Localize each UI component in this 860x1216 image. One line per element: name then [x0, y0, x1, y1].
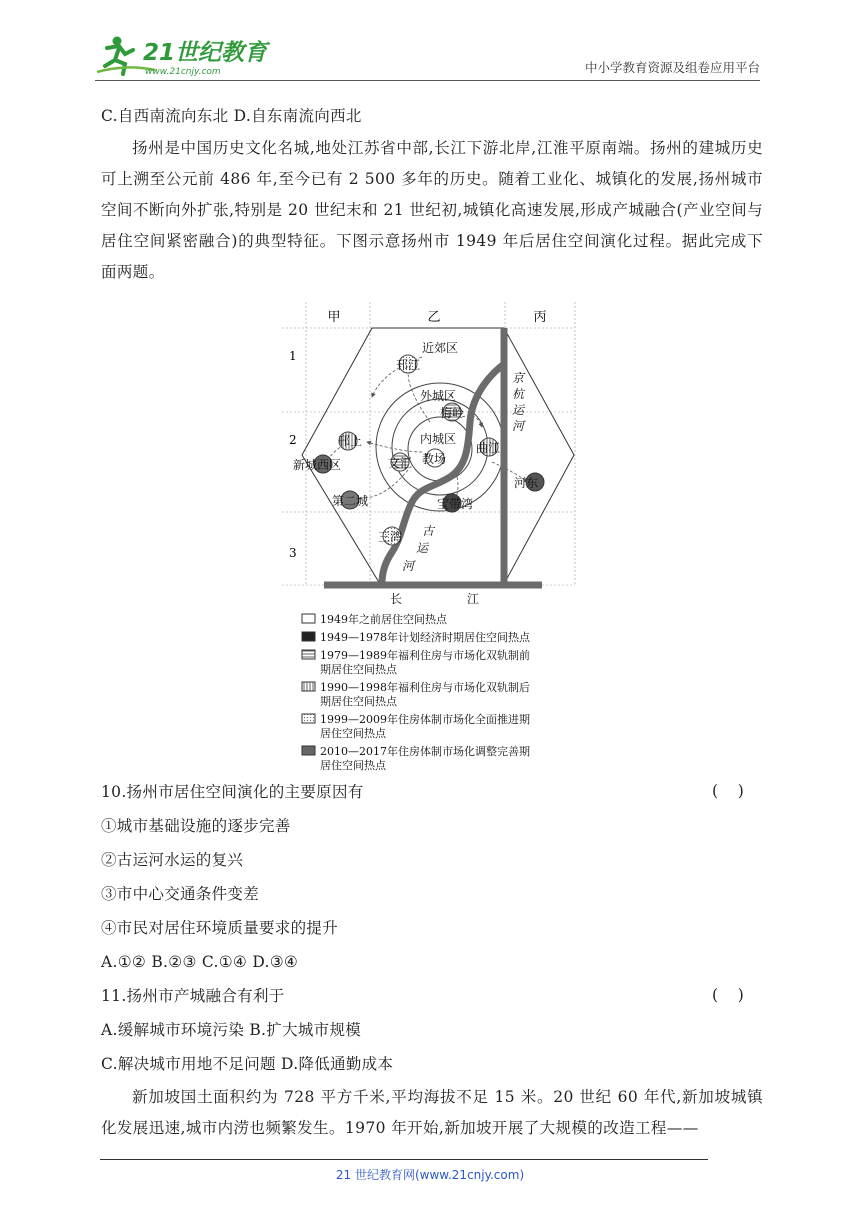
q10-item-1: ①城市基础设施的逐步完善: [101, 817, 291, 835]
place-jiaochang: 教场: [422, 452, 447, 466]
legend-swatch-1979-1989: [302, 650, 315, 659]
legend-swatch-1999-2009: [302, 714, 315, 723]
svg-text:期居住空间热点: 期居住空间热点: [320, 663, 397, 676]
place-wenhui: 文汇: [388, 456, 413, 470]
legend-item-1999-2009: 1999—2009年住房体制市场化全面推进期: [320, 713, 530, 726]
q10-item-4: ④市民对居住环境质量要求的提升: [101, 919, 339, 937]
yangtze-river-label: [390, 592, 479, 606]
legend-item-2010-2017: 2010—2017年住房体制市场化调整完善期: [320, 745, 530, 758]
place-hanjiang: 邗江: [396, 358, 421, 372]
svg-text:京: 京: [512, 371, 525, 385]
row-label-1: 1: [289, 349, 297, 363]
column-label-yi: 乙: [427, 310, 441, 325]
q11-answer-blank[interactable]: ( ): [712, 986, 744, 1004]
q11-stem: 11.扬州市产城融合有利于: [101, 987, 285, 1005]
zone-label-outer-city: 外城区: [420, 389, 457, 403]
zone-label-inner-city: 内城区: [420, 432, 457, 446]
svg-text:运: 运: [512, 403, 525, 417]
row-label-3: 3: [289, 546, 297, 560]
footer-divider: [100, 1159, 708, 1160]
place-sanwan: 三湾: [378, 530, 403, 544]
ancient-canal-label: [402, 524, 436, 573]
place-qujiang: 曲江: [476, 441, 501, 455]
svg-text:运: 运: [416, 541, 429, 555]
logo-url: www.21cnjy.com: [145, 67, 221, 77]
map-legend: [302, 612, 531, 772]
svg-text:长: 长: [390, 592, 403, 606]
q10-options: A.①② B.②③ C.①④ D.③④: [101, 953, 299, 971]
q10-stem: 10.扬州市居住空间演化的主要原因有: [101, 783, 364, 801]
footer-site-link[interactable]: 21 世纪教育网(www.21cnjy.com): [335, 1168, 525, 1182]
svg-text:古: 古: [422, 524, 435, 538]
legend-swatch-1990-1998: [302, 682, 315, 691]
header-divider: [95, 80, 760, 81]
column-label-bing: 丙: [533, 310, 547, 325]
prev-question-options: C.自西南流向东北 D.自东南流向西北: [101, 107, 362, 125]
q11-options-row1: A.缓解城市环境污染 B.扩大城市规模: [101, 1021, 362, 1039]
column-label-jia: 甲: [327, 310, 341, 325]
passage-yangzhou: 扬州是中国历史文化名城,地处江苏省中部,长江下游北岸,江淮平原南端。扬州的建城历史可上溯至公元前 486 年,至今已有 2 500 多年的历史。随着工业化、城镇化的发展,扬州城市空间不断向外扩张,特别是 20 世纪末和 21 世纪初,城镇化高速发展,形成产城融合(产业空间与居住空间紧密融合)的典型特征。下图示意扬州市 1949 年后居住空间演化过程。据此完成下面两题。: [101, 139, 763, 281]
svg-text:江: 江: [467, 592, 480, 606]
yangzhou-residential-map: [282, 302, 592, 780]
place-hanshang: 邗上: [338, 434, 363, 448]
legend-item-1949-1978: 1949—1978年计划经济时期居住空间热点: [320, 631, 530, 644]
zone-label-suburb: 近郊区: [422, 341, 459, 355]
legend-swatch-1949-1978: [302, 632, 315, 641]
q10-item-3: ③市中心交通条件变差: [101, 885, 260, 903]
legend-swatch-2010-2017: [302, 746, 315, 755]
svg-text:居住空间热点: 居住空间热点: [320, 727, 386, 740]
q10-item-2: ②古运河水运的复兴: [101, 851, 244, 869]
row-label-2: 2: [289, 433, 297, 447]
svg-text:河: 河: [402, 559, 415, 573]
svg-text:杭: 杭: [512, 387, 525, 401]
place-baodaiwan: 宝带湾: [437, 497, 474, 511]
place-hedong: 河东: [514, 476, 539, 490]
platform-name: 中小学教育资源及组卷应用平台: [584, 60, 760, 75]
svg-text:河: 河: [512, 419, 525, 433]
svg-text:期居住空间热点: 期居住空间热点: [320, 695, 397, 708]
legend-item-1990-1998: 1990—1998年福利住房与市场化双轨制后: [320, 681, 530, 694]
inner-city-ring: [408, 417, 472, 481]
place-meiling: 梅岭: [440, 406, 465, 420]
place-dierchen: 第二城: [332, 494, 369, 508]
site-logo: [95, 34, 295, 78]
jinghang-canal-label: [512, 371, 526, 433]
q11-options-row2: C.解决城市用地不足问题 D.降低通勤成本: [101, 1055, 394, 1073]
legend-swatch-pre1949: [302, 614, 315, 623]
place-xinchengxiqu: 新城西区: [293, 458, 342, 472]
legend-item-1979-1989: 1979—1989年福利住房与市场化双轨制前: [320, 649, 530, 662]
svg-text:居住空间热点: 居住空间热点: [320, 759, 386, 772]
q10-answer-blank[interactable]: ( ): [712, 782, 744, 800]
legend-item-pre1949: 1949年之前居住空间热点: [320, 613, 447, 626]
page-header: [95, 34, 760, 80]
passage-singapore: 新加坡国土面积约为 728 平方千米,平均海拔不足 15 米。20 世纪 60 年代,新加坡城镇化发展迅速,城市内涝也频繁发生。1970 年开始,新加坡开展了大规模的改造工程——: [101, 1088, 763, 1137]
logo-text: 21世纪教育: [143, 40, 268, 66]
